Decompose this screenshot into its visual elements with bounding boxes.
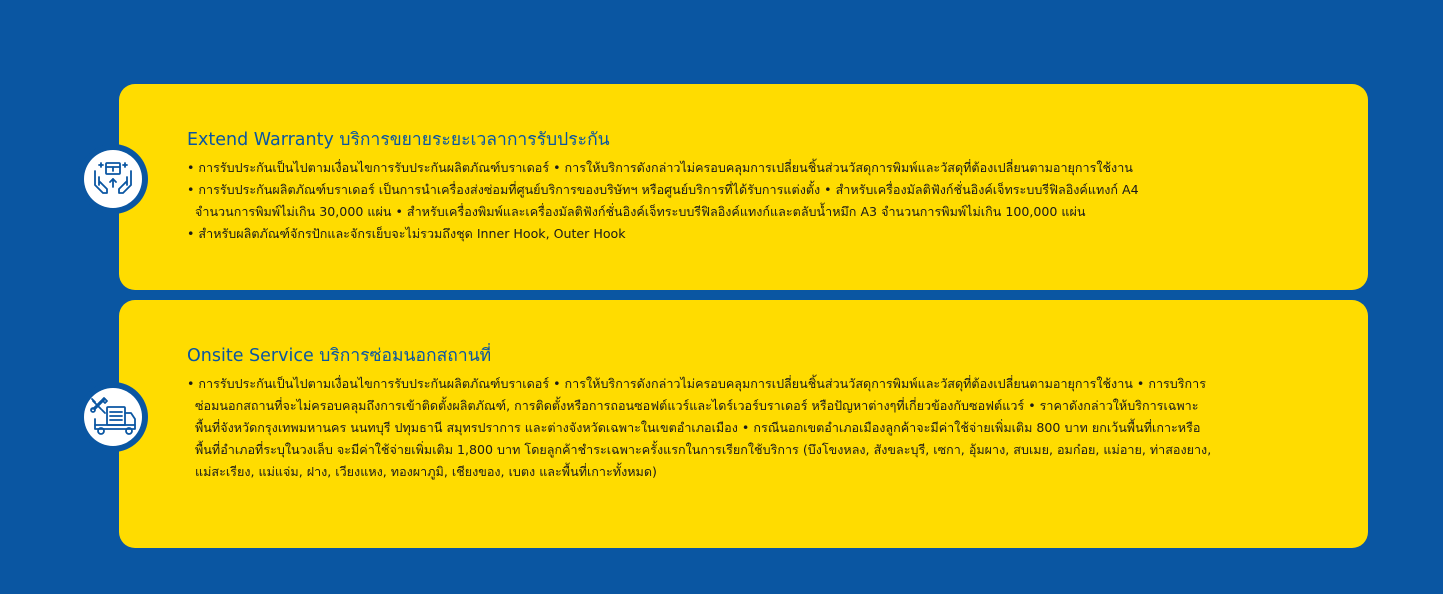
body-line: แม่สะเรียง, แม่แจ่ม, ฝาง, เวียงแหง, ทองผาภูมิ, เชียงของ, เบตง และพื้นที่เกาะทั้งหมด) (195, 464, 657, 479)
onsite-service-card (119, 300, 1368, 548)
body-line: ซ่อมนอกสถานที่จะไม่ครอบคลุมถึงการเข้าติดตั้งผลิตภัณฑ์, การติดตั้งหรือการถอนซอฟต์แวร์และไดร์เวอร์บราเดอร์ หรือปัญหาต่างๆที่เกี่ยวข้องกับซอฟต์แวร์ • ราคาดังกล่าวให้บริการเฉพาะ (195, 398, 1199, 413)
extend-warranty-card (119, 84, 1368, 290)
card-title: Extend Warranty บริการขยายระยะเวลาการรับประกัน (187, 130, 610, 150)
body-line: • การรับประกันเป็นไปตามเงื่อนไขการรับประกันผลิตภัณฑ์บราเดอร์ • การให้บริการดังกล่าวไม่ครอบคลุมการเปลี่ยนชิ้นส่วนวัสดุการพิมพ์และวัสดุที่ต้องเปลี่ยนตามอายุการใช้งาน (187, 160, 1133, 175)
body-line: • การรับประกันเป็นไปตามเงื่อนไขการรับประกันผลิตภัณฑ์บราเดอร์ • การให้บริการดังกล่าวไม่ครอบคลุมการเปลี่ยนชิ้นส่วนวัสดุการพิมพ์และวัสดุที่ต้องเปลี่ยนตามอายุการใช้งาน • การบริการ (187, 376, 1206, 391)
repair-truck-icon (89, 395, 137, 439)
body-line: • การรับประกันผลิตภัณฑ์บราเดอร์ เป็นการนำเครื่องส่งซ่อมที่ศูนย์บริการของบริษัทฯ หรือศูนย์บริการที่ได้รับการแต่งตั้ง • สำหรับเครื่องมัลติฟังก์ชั่นอิงค์เจ็ทระบบรีฟิลอิงค์แทงก์ A4 (187, 182, 1139, 197)
onsite-icon-badge (78, 382, 148, 452)
body-line: จำนวนการพิมพ์ไม่เกิน 30,000 แผ่น • สำหรับเครื่องพิมพ์และเครื่องมัลติฟังก์ชั่นอิงค์เจ็ทระบบรีฟิลอิงค์แทงก์และตลับน้ำหมึก A3 จำนวนการพิมพ์ไม่เกิน 100,000 แผ่น (195, 204, 1086, 219)
body-line: พื้นที่อำเภอที่ระบุในวงเล็บ จะมีค่าใช้จ่ายเพิ่มเติม 1,800 บาท โดยลูกค้าชำระเฉพาะครั้งแรกในการเรียกใช้บริการ (บึงโขงหลง, สังขละบุรี, เซกา, อุ้มผาง, สบเมย, อมก๋อย, แม่อาย, ท่าสองยาง, (195, 442, 1212, 457)
card-title: Onsite Service บริการซ่อมนอกสถานที่ (187, 346, 492, 366)
card-body (187, 373, 1330, 483)
warranty-hands-box-icon (91, 157, 135, 201)
body-line: • สำหรับผลิตภัณฑ์จักรปักและจักรเย็บจะไม่รวมถึงชุด Inner Hook, Outer Hook (187, 226, 626, 241)
card-body (187, 157, 1330, 245)
warranty-icon-badge (78, 144, 148, 214)
body-line: พื้นที่จังหวัดกรุงเทพมหานคร นนทบุรี ปทุมธานี สมุทรปราการ และต่างจังหวัดเฉพาะในเขตอำเภอเมือง • กรณีนอกเขตอำเภอเมืองลูกค้าจะมีค่าใช้จ่ายเพิ่มเติม 800 บาท ยกเว้นพื้นที่เกาะหรือ (195, 420, 1201, 435)
